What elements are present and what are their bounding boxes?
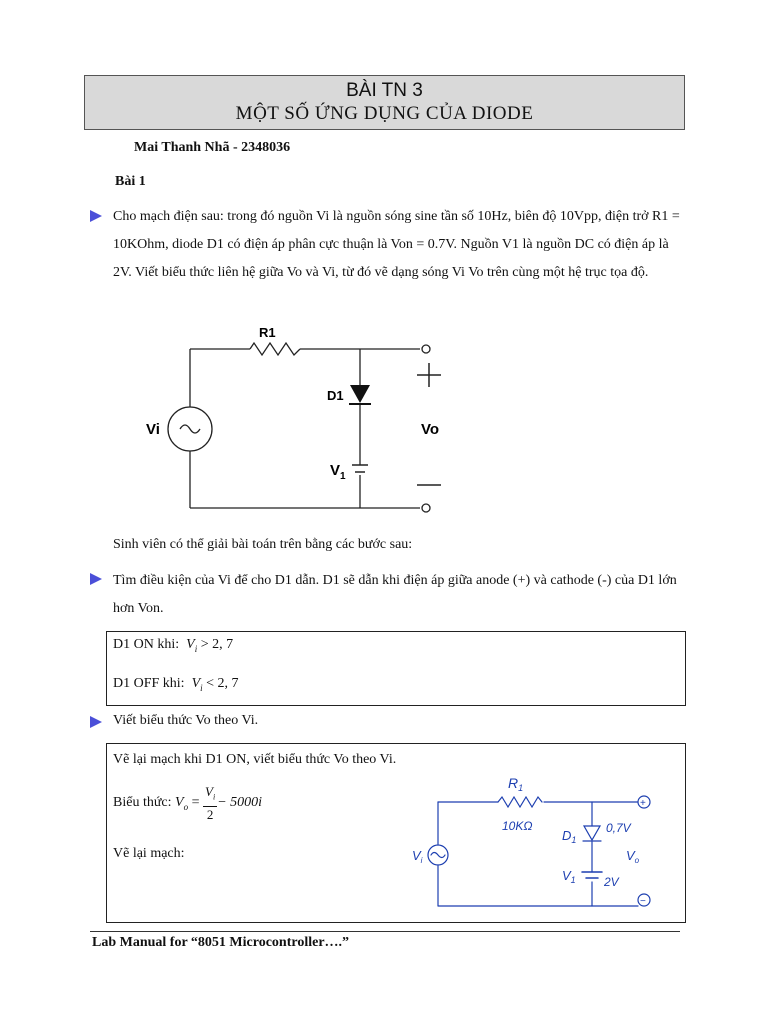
problem-paragraph: Cho mạch điện sau: trong đó nguồn Vi là nguồn sóng sine tần số 10Hz, biên độ 10Vpp, điện trở R1 = 10KOhm, diode D1 có điện áp phân cực thuận là Von = 0.7V. Nguồn V1 là nguồn DC có điện áp là 2V. Viết biểu thức liên hệ giữa Vo và Vi, từ đó vẽ dạng sóng Vi Vo trên cùng một hệ trục tọa độ. [113, 209, 680, 280]
sketch-v1-label: $V_1$ [562, 868, 576, 885]
step-2-text: Viết biểu thức Vo theo Vi. [113, 713, 259, 728]
label-v1: $V_1$ [330, 462, 346, 482]
sketch-minus: − [640, 896, 646, 907]
sketch-vi-label: $V_i$ [412, 848, 423, 865]
step-1-text: Tìm điều kiện của Vi để cho D1 dẫn. D1 sẽ dẫn khi điện áp giữa anode (+) và cathode (-) của D1 lớn hơn Von. [113, 573, 677, 616]
plus-sign [417, 363, 441, 387]
vo-expression: Biểu thức: $V_o$ = $\frac{V_i}{2}$ − 5000i [113, 784, 263, 822]
battery-v1 [352, 465, 368, 472]
redraw-instruction: Vẽ lại mạch khi D1 ON, viết biểu thức Vo theo Vi. [113, 752, 397, 767]
resistor-r1 [250, 343, 300, 355]
steps-intro: Sinh viên có thể giải bài toán trên bằng các bước sau: [113, 537, 413, 552]
handdrawn-circuit [410, 768, 660, 913]
label-r1: R1 [259, 325, 276, 340]
lab-title: MỘT SỐ ỨNG DỤNG CỦA DIODE [235, 103, 534, 124]
footer-rule [90, 931, 680, 932]
section-title: Bài 1 [115, 174, 146, 189]
title-box [84, 75, 685, 130]
author-name: Mai Thanh Nhã - 2348036 [134, 140, 291, 155]
sketch-d-label: $D_1$ [562, 828, 577, 845]
footer-text: Lab Manual for “8051 Microcontroller….” [92, 935, 350, 950]
bullet-arrow-icon [90, 573, 102, 585]
d1-off-condition: D1 OFF khi: $V_i < 2$, 7 [113, 676, 239, 693]
label-vi: Vi [146, 421, 160, 438]
label-vo: Vo [421, 421, 440, 438]
output-terminal-bottom [422, 504, 430, 512]
lab-number: BÀI TN 3 [346, 80, 423, 101]
sketch-plus: + [640, 798, 646, 809]
bullet-arrow-icon [90, 210, 102, 222]
condition-box [106, 631, 686, 706]
label-d1: D1 [327, 388, 344, 403]
sketch-resistor [498, 797, 542, 807]
d1-on-condition: D1 ON khi: $V_i > 2$, 7 [113, 637, 234, 654]
sketch-r-value: 10KΩ [502, 819, 533, 833]
diode-d1 [350, 385, 370, 403]
sketch-v1-value: 2V [604, 875, 619, 889]
redraw-label: Vẽ lại mạch: [113, 846, 185, 861]
circuit-diagram [140, 325, 460, 515]
bullet-arrow-icon [90, 716, 102, 728]
sketch-vo-label: $V_o$ [626, 848, 640, 865]
output-terminal-top [422, 345, 430, 353]
sketch-r-label: $R_1$ [508, 775, 524, 793]
sketch-d-value: 0,7V [606, 821, 631, 835]
